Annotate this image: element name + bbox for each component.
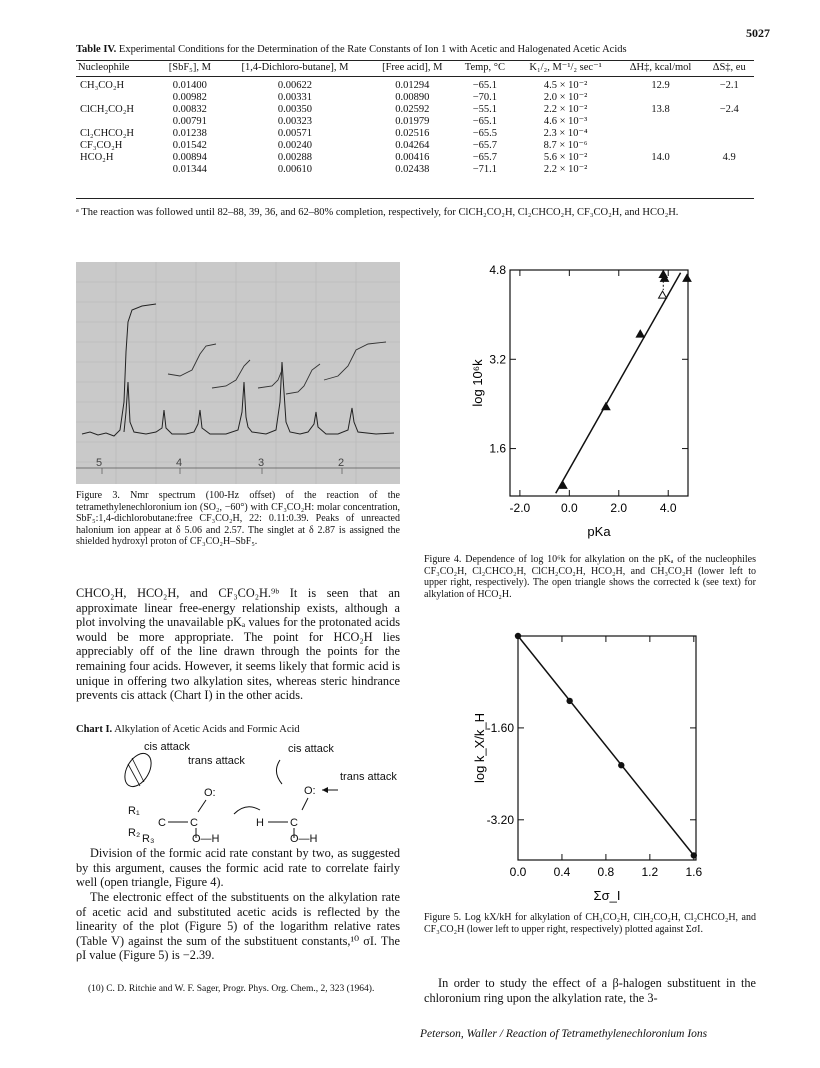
x-tick-label: 0.0 <box>509 865 527 879</box>
x-tick-label: 1.2 <box>641 865 659 879</box>
table-cell: 4.5 × 10⁻² <box>543 80 588 91</box>
table-cell: −65.1 <box>472 80 498 91</box>
table-cell: 0.00791 <box>172 116 207 127</box>
table-cell: 0.02438 <box>395 164 430 175</box>
table-cell: 5.6 × 10⁻² <box>543 152 588 163</box>
table-caption <box>76 44 756 55</box>
table-cell <box>704 140 754 152</box>
running-footer: Peterson, Waller / Reaction of Tetramethylenechloronium Ions <box>420 1028 708 1040</box>
table-cell: 0.00350 <box>277 104 313 115</box>
data-point <box>602 403 610 410</box>
table-top-rule <box>76 60 754 61</box>
paragraph-2: Division of the formic acid rate constant by two, as suggested by this argument, causes the formic acid rate to correlate fairly well (open triangle, Figure 4). <box>76 846 400 890</box>
x-tick-label: 0.4 <box>553 865 571 879</box>
chart-i-caption: Alkylation of Acetic Acids and Formic Acid <box>114 724 300 735</box>
table-cell <box>704 128 754 140</box>
nmr-axis-label: 3 <box>258 457 265 469</box>
table-header-cell: [SbF₅], M <box>159 62 221 77</box>
table-cell <box>76 164 159 176</box>
table-cell: −65.7 <box>472 140 498 151</box>
table-cell: 2.3 × 10⁻⁴ <box>543 128 588 139</box>
table-cell <box>617 164 705 176</box>
table-cell: 0.01400 <box>172 80 207 91</box>
nmr-axis-label: 4 <box>176 457 183 469</box>
table-cell: −2.4 <box>719 104 739 115</box>
chart-c2-left: C <box>190 817 198 829</box>
figure5-plot <box>470 632 720 904</box>
table-cell: 0.01294 <box>395 80 430 91</box>
table-cell: 0.01542 <box>172 140 207 151</box>
table-cell: 2.2 × 10⁻² <box>543 104 588 115</box>
table-cell: 0.02516 <box>395 128 430 139</box>
x-tick-label: 2.0 <box>610 501 628 515</box>
y-tick-label: 3.2 <box>489 352 506 367</box>
figure4-caption: Figure 4. Dependence of log 10⁶k for alkylation on the pKₐ of the nucleophiles CF₃CO₂H, Cl₂CHCO₂H, ClCH₂CO₂H, HCO₂H, and CH₃CO₂H (lower left to upper right, respectively). The open triangle shows the corrected k (see text) for alkylation of HCO₂H. <box>424 554 756 600</box>
nmr-axis-label: 2 <box>338 457 345 469</box>
chart-label-cis-right: cis attack <box>288 743 334 755</box>
paragraph-3: The electronic effect of the substituents on the alkylation rate of acetic acid and substituted acetic acids is reflected by the linearity of the plot (Figure 5) of the logarithm relative rates (Table V) against the sum of the substituent constants,¹⁰ σI. The ρI value (Figure 5) is −2.39. <box>76 890 400 963</box>
data-point <box>636 330 644 337</box>
table-cell: 0.00323 <box>277 116 313 127</box>
right-paragraph: In order to study the effect of a β-halogen substituent in the chloronium ring upon the alkylation rate, the 3- <box>424 976 756 1005</box>
table-cell: 0.02592 <box>395 104 430 115</box>
chart-i-label: Chart I. <box>76 724 113 735</box>
table-bottom-rule <box>76 198 754 199</box>
table-cell <box>617 140 705 152</box>
data-point <box>618 762 624 768</box>
x-axis-label: pKa <box>587 524 611 539</box>
table-cell: 2.0 × 10⁻² <box>543 92 588 103</box>
x-axis-label: Σσ_I <box>593 888 621 903</box>
table-title: Experimental Conditions for the Determination of the Rate Constants of Ion 1 with Acetic and Halogenated Acetic Acids <box>118 44 627 55</box>
data-table <box>76 62 754 176</box>
table-row <box>76 104 754 116</box>
table-cell: −65.1 <box>472 116 498 127</box>
table-cell: CF₃CO₂H <box>80 140 123 151</box>
table-cell: 0.00890 <box>395 92 430 103</box>
table-header-cell: [Free acid], M <box>369 62 455 77</box>
table-header-cell: K₁/₂, M⁻¹/₂ sec⁻¹ <box>514 62 616 77</box>
table-cell <box>704 164 754 176</box>
table-cell <box>617 128 705 140</box>
figure5-caption: Figure 5. Log kX/kH for alkylation of CH₃CO₂H, ClH₂CO₂H, Cl₂CHCO₂H, and CF₃CO₂H (lower left to upper right, respectively) plotted against ΣσI. <box>424 912 756 935</box>
chart-h-right: H <box>256 817 264 829</box>
y-tick-label: -1.60 <box>486 720 514 735</box>
chart-i-structures <box>76 738 400 845</box>
fit-line <box>518 636 694 855</box>
paragraph-1: CHCO₂H, HCO₂H, and CF₃CO₂H.⁹ᵇ It is seen that an approximate linear free-energy relationship exists, although a plot involving the unavailable pKₐ values for the protonated acids would be more appropriate. The point for HCO₂H lies appreciably off of the line drawn through the points for the remaining four acids. However, it seems likely that formic acid is unique in offering two alkylation sites, whereas steric hindrance prevents cis attack (Chart I) in the other acids. <box>76 586 400 703</box>
table-cell: CH₃CO₂H <box>80 80 125 91</box>
table-cell: 4.9 <box>722 152 736 163</box>
x-tick-label: 0.8 <box>597 865 615 879</box>
table-cell: 12.9 <box>651 80 670 91</box>
table-header-cell: ΔH‡, kcal/mol <box>617 62 705 77</box>
table-cell: 0.00832 <box>172 104 207 115</box>
table-cell: 2.2 × 10⁻² <box>543 164 588 175</box>
table-cell: 0.00288 <box>277 152 313 163</box>
chart-i-title <box>76 724 400 735</box>
table-cell: 8.7 × 10⁻⁶ <box>543 140 588 151</box>
x-tick-label: 4.0 <box>659 501 677 515</box>
chart-o-left: O: <box>204 787 216 799</box>
y-tick-label: -3.20 <box>486 812 514 827</box>
table-row <box>76 164 754 176</box>
chart-label-trans-right: trans attack <box>340 771 397 783</box>
table-cell: 14.0 <box>651 152 670 163</box>
table-header-cell: Nucleophile <box>76 62 159 77</box>
table-cell <box>76 92 159 104</box>
chart-r1: R₁ <box>128 805 140 817</box>
table-cell: HCO₂H <box>80 152 114 163</box>
chart-c1-left: C <box>158 817 166 829</box>
data-point <box>566 698 572 704</box>
table-cell: 0.00240 <box>277 140 313 151</box>
table-cell: ClCH₂CO₂H <box>80 104 134 115</box>
table-cell: −2.1 <box>719 80 739 91</box>
y-tick-label: 1.6 <box>489 441 506 456</box>
chart-label-cis-left: cis attack <box>144 741 190 753</box>
chart-label-trans-left: trans attack <box>188 755 245 767</box>
chart-o-right: O: <box>304 785 316 797</box>
table-cell <box>704 116 754 128</box>
plot-frame <box>510 270 688 496</box>
table-cell: 0.01344 <box>172 164 207 175</box>
fit-line <box>556 273 681 493</box>
table-cell: 0.00571 <box>277 128 313 139</box>
table-cell <box>76 116 159 128</box>
x-tick-label: 1.6 <box>685 865 703 879</box>
table-header-cell: ΔS‡, eu <box>704 62 754 77</box>
table-row <box>76 152 754 164</box>
data-point <box>659 270 667 277</box>
table-row <box>76 77 754 93</box>
table-row <box>76 92 754 104</box>
table-cell: 13.8 <box>651 104 670 115</box>
chart-r3: R₃ <box>142 833 155 845</box>
table-cell: 0.01238 <box>172 128 207 139</box>
data-point <box>515 633 521 639</box>
y-axis-label: log k_X/k_H <box>472 712 487 784</box>
y-axis-label: log 10⁶k <box>470 359 485 407</box>
table-cell: 0.00331 <box>277 92 313 103</box>
table-cell: 0.04264 <box>395 140 430 151</box>
chart-oh-left: O—H <box>192 833 220 845</box>
table-cell: 0.00894 <box>172 152 207 163</box>
y-tick-label: 4.8 <box>489 263 506 277</box>
nmr-axis-label: 5 <box>96 457 103 469</box>
table-footnote: ᵃ The reaction was followed until 82–88, 39, 36, and 62–80% completion, respectively, for ClCH₂CO₂H, Cl₂CHCO₂H, CF₃CO₂H, and HCO₂H. <box>76 207 679 218</box>
table-label: Table IV. <box>76 44 117 55</box>
chart-c-right: C <box>290 817 298 829</box>
table-cell <box>617 92 705 104</box>
table-cell: 4.6 × 10⁻³ <box>543 116 588 127</box>
table-cell: 0.00982 <box>172 92 207 103</box>
data-point <box>683 274 691 281</box>
page-number: 5027 <box>746 26 770 40</box>
data-point-open <box>659 291 667 298</box>
table-cell: 0.00622 <box>277 80 313 91</box>
table-cell: 0.00416 <box>395 152 430 163</box>
table-cell: −65.7 <box>472 152 498 163</box>
reference-10: (10) C. D. Ritchie and W. F. Sager, Progr. Phys. Org. Chem., 2, 323 (1964). <box>88 984 375 994</box>
table-cell: −55.1 <box>472 104 498 115</box>
chart-r2: R₂ <box>128 827 141 839</box>
chart-oh-right: O—H <box>290 833 318 845</box>
table-cell: −65.5 <box>472 128 498 139</box>
table-header-cell: [1,4-Dichloro-butane], M <box>221 62 370 77</box>
table-row <box>76 128 754 140</box>
data-point <box>691 852 697 858</box>
table-cell: 0.00610 <box>277 164 313 175</box>
figure3-caption: Figure 3. Nmr spectrum (100-Hz offset) of the reaction of the tetramethylenechloronium ion (SO₂, −60°) with CF₃CO₂H: molar concentration, SbF₅:1,4-dichlorobutane:free CF₃CO₂H, 22: 0.11:0.39. Peaks of unreacted halonium ion appear at δ 5.06 and 2.57. The singlet at δ 2.87 is assigned the shielded hydroxyl proton of CF₃CO₂H–SbF₅. <box>76 490 400 548</box>
table-cell: Cl₂CHCO₂H <box>80 128 134 139</box>
table-cell: 0.01979 <box>395 116 430 127</box>
table-cell <box>617 116 705 128</box>
x-tick-label: -2.0 <box>509 501 531 515</box>
table-cell: −70.1 <box>472 92 498 103</box>
table-row <box>76 116 754 128</box>
figure4-plot <box>470 262 720 539</box>
table-header-cell: Temp, °C <box>455 62 514 77</box>
nmr-spectrum-figure <box>76 262 400 484</box>
table-row <box>76 140 754 152</box>
table-cell: −71.1 <box>472 164 498 175</box>
x-tick-label: 0.0 <box>560 501 578 515</box>
table-header-row <box>76 62 754 77</box>
table-cell <box>704 92 754 104</box>
